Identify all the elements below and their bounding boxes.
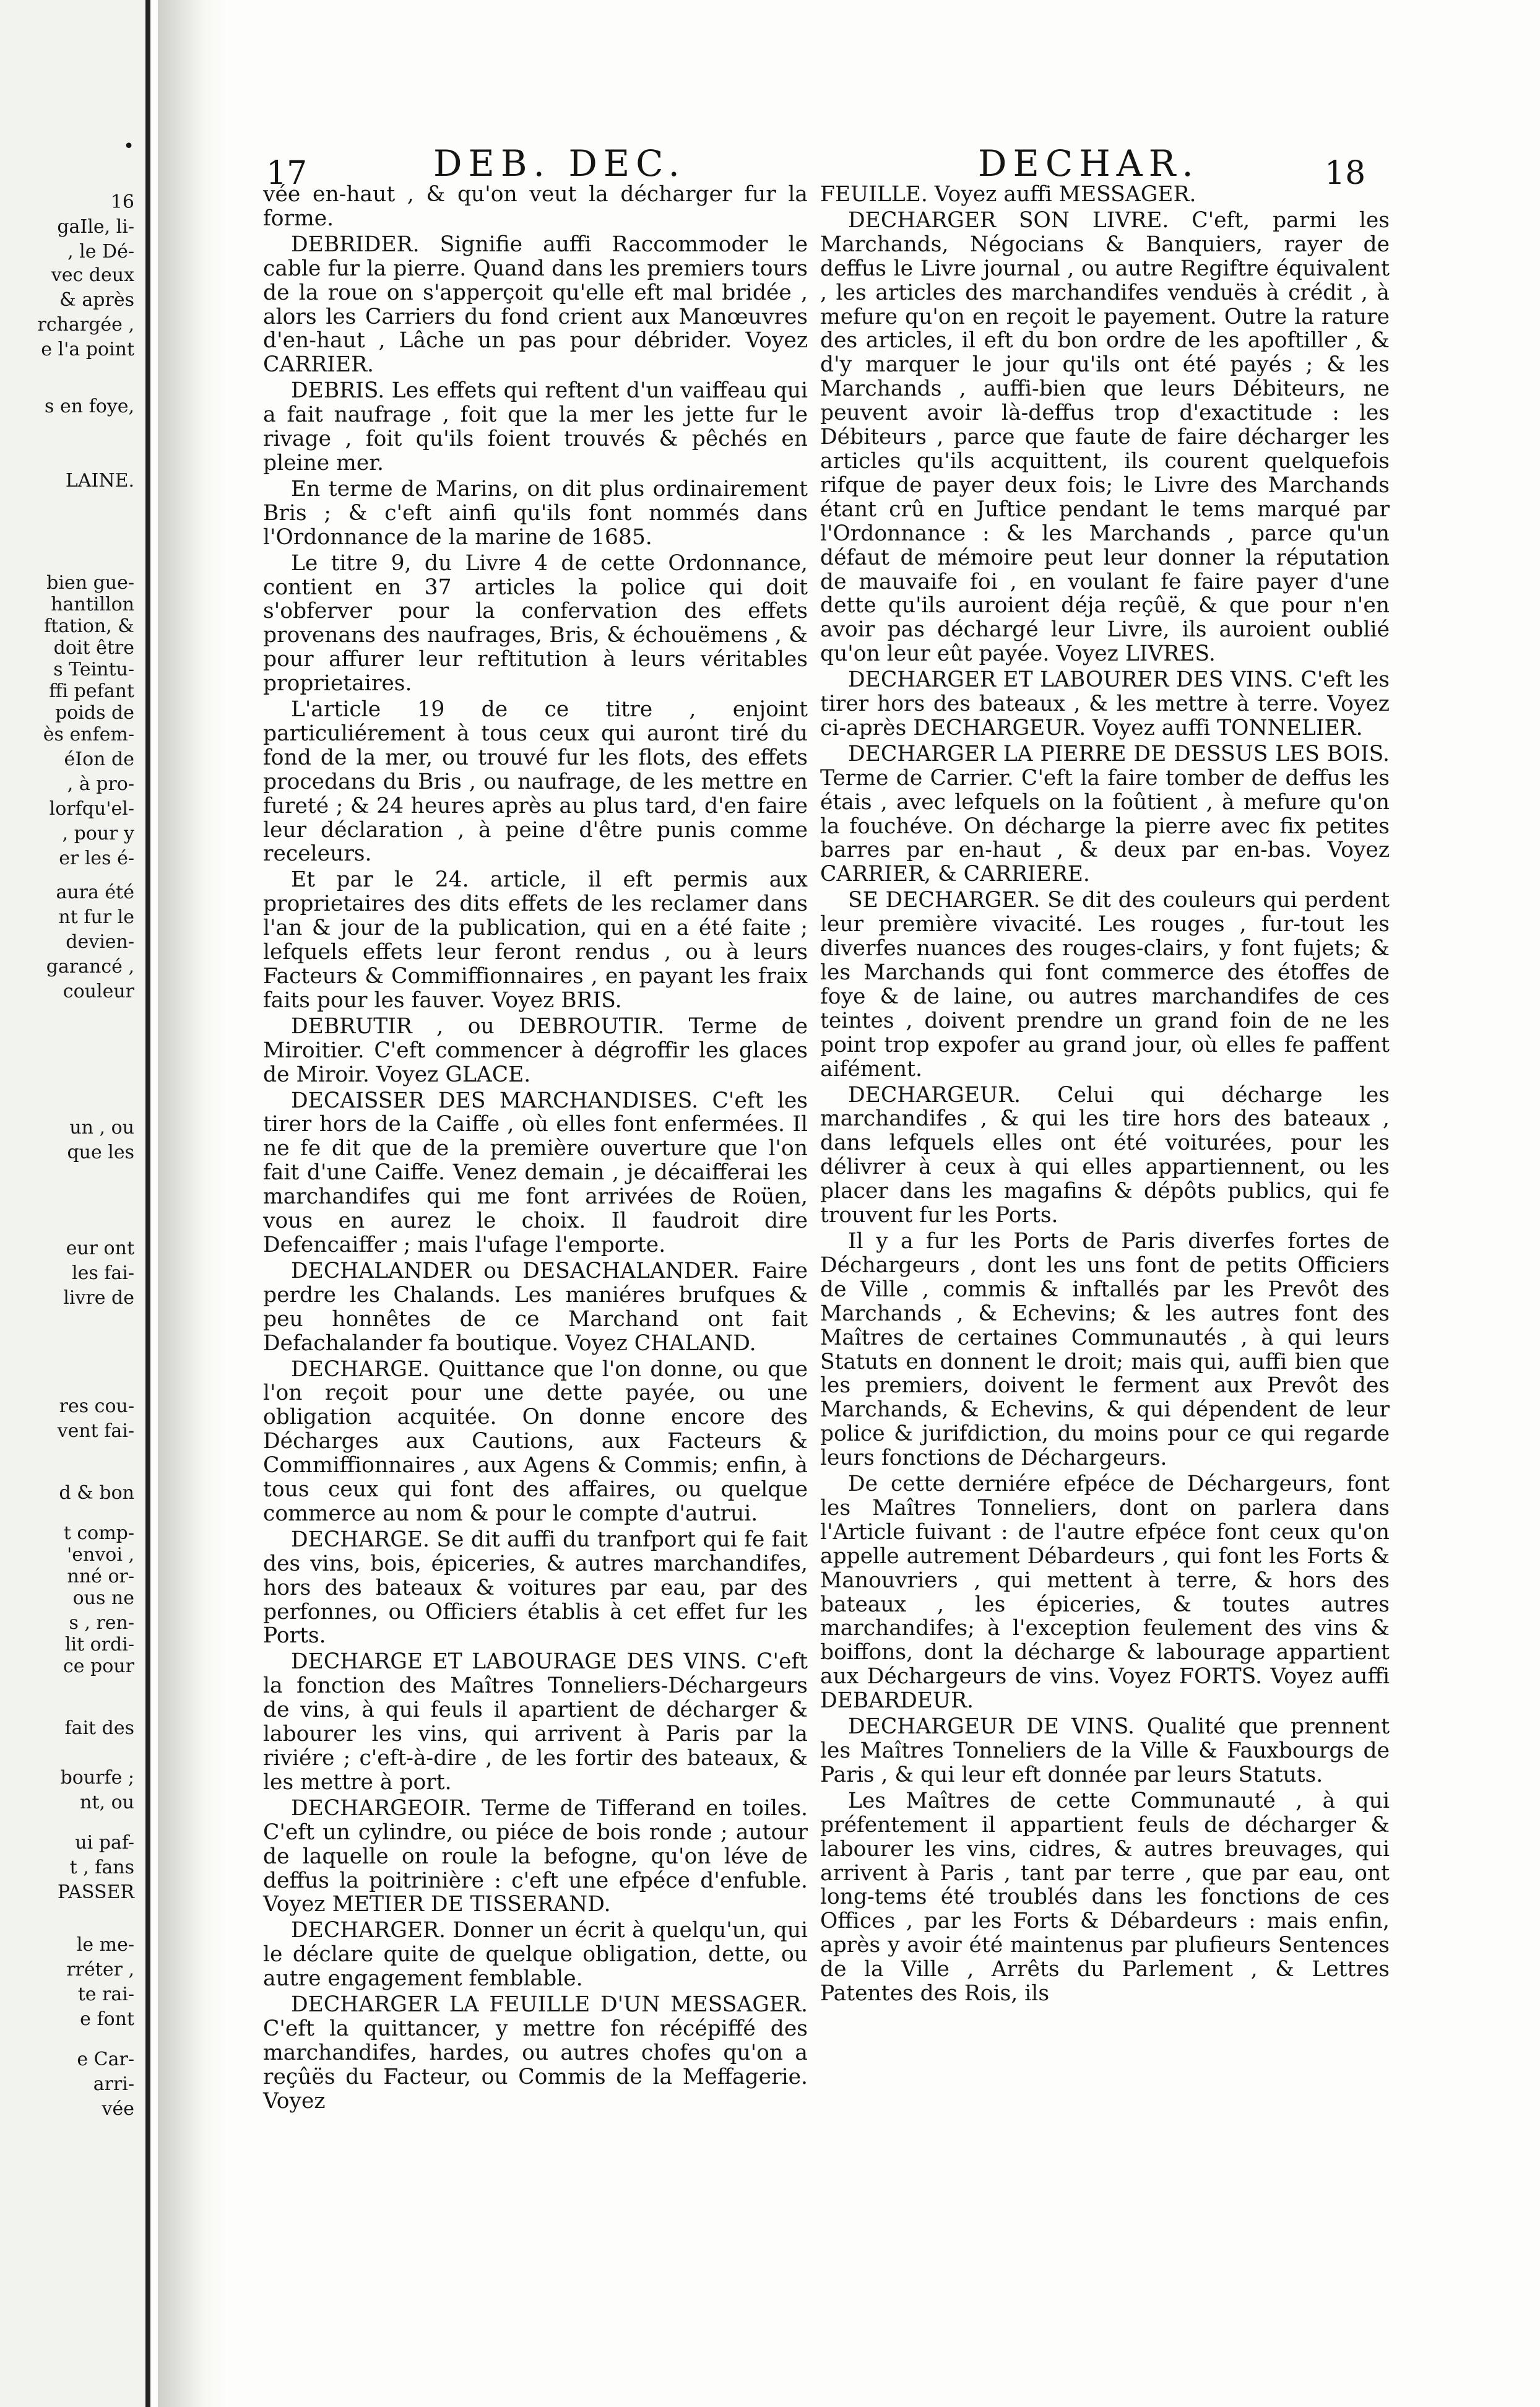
right-column-paragraph: DECHARGER LA PIERRE DE DESSUS LES BOIS. Terme de Carrier. C'eft la faire tomber de deffus les étais , avec lefquels on la foûtient , à mefure qu'on la fouchéve. On décharge la pierre avec fix petites barres par en-haut , & deux par en-bas. Voyez CARRIER, & CARRIERE. (820, 741, 1390, 887)
edge-line: vent fai- (57, 1420, 134, 1442)
edge-line: , pour y (62, 823, 134, 844)
edge-line: nt, ou (80, 1792, 134, 1813)
left-column-paragraph: DEBRIS. Les effets qui reftent d'un vaiffeau qui a fait naufrage , foit que la mer les jette fur le rivage , foit qu'ils foient trouvés & pêchés en pleine mer. (263, 378, 808, 475)
edge-line: livre de (63, 1287, 134, 1309)
edge-line: • (123, 136, 134, 157)
edge-line: 'envoi , (67, 1544, 134, 1566)
left-column-paragraph: DECHARGE. Quittance que l'on donne, ou que l'on reçoit pour une dette payée, ou une obligation acquitée. On donne encore des Décharges aux Cautions, aux Facteurs & Commiffionnaires , aux Agens & Commis; enfin, à tous ceux qui font des affaires, ou quelque commerce au nom & pour le compte d'autrui. (263, 1356, 808, 1526)
edge-line: s , ren- (69, 1612, 134, 1634)
left-page-number: 17 (266, 155, 308, 192)
edge-line: eur ont (66, 1238, 134, 1259)
edge-line: ui paf- (75, 1832, 134, 1854)
edge-line: e font (80, 2008, 134, 2030)
edge-line: ès enfem- (43, 724, 134, 745)
edge-line: arri- (93, 2073, 134, 2095)
left-column-paragraph: L'article 19 de ce titre , enjoint particuliérement à tous ceux qui auront tiré du fond de la mer, ou trouvé fur les flots, des effets procedans du Bris , ou naufrage, de les mettre en fureté ; & 24 heures après au plus tard, d'en faire leur déclaration , à peine d'être punis comme receleurs. (263, 697, 808, 867)
edge-line: doit être (53, 637, 134, 659)
left-column-paragraph: DEBRIDER. Signifie auffi Raccommoder le cable fur la pierre. Quand dans les premiers tours de la roue on s'apperçoit qu'elle eft mal bridée , alors les Carriers du fond crient aux Manœuvres d'en-haut , Lâche un pas pour débrider. Voyez CARRIER. (263, 232, 808, 378)
edge-line: 16 (110, 191, 134, 213)
edge-line: PASSER (57, 1881, 134, 1903)
right-column (820, 183, 1390, 2008)
edge-line: & après (59, 289, 134, 311)
edge-line: devien- (66, 931, 134, 953)
right-column-paragraph: FEUILLE. Voyez auffi MESSAGER. (820, 182, 1196, 207)
left-column-paragraph: Et par le 24. article, il eft permis aux proprietaires des dits effets de les reclamer dans l'an & jour de la publication, qui en a été faite ; lefquels effets leur feront rendus , ou à leurs Facteurs & Commiffionnaires , en payant les fraix faits pour les fauver. Voyez BRIS. (263, 867, 808, 1013)
left-column-paragraph: Le titre 9, du Livre 4 de cette Ordonnance, contient en 37 articles la police qui doit s'obferver pour la confervation des effets provenans des naufrages, Bris, & échouëmens , & pour affurer leur reftitution à leurs véritables proprietaires. (263, 550, 808, 696)
left-column-paragraph: DECHALANDER ou DESACHALANDER. Faire perdre les Chalands. Les maniéres brufques & peu honnêtes de ce Marchand ont fait Defachalander fa boutique. Voyez CHALAND. (263, 1258, 808, 1356)
left-column-paragraph: DECHARGE ET LABOURAGE DES VINS. C'eft la fonction des Maîtres Tonneliers-Déchargeurs de vins, à qui feuls il apartient de décharger & labourer les vins, qui arrivent à Paris par la riviére ; c'eft-à-dire , de les fortir des bateaux, & les mettre à port. (263, 1649, 808, 1795)
edge-line: LAINE. (65, 470, 134, 492)
edge-line: lit ordi- (64, 1634, 134, 1655)
previous-page-edge (0, 0, 150, 2407)
edge-line: fait des (64, 1717, 134, 1739)
left-column (263, 183, 808, 2115)
edge-line: couleur (63, 981, 134, 1002)
edge-line: poids de (55, 702, 134, 724)
right-column-paragraph: SE DECHARGER. Se dit des couleurs qui perdent leur première vivacité. Les rouges , fur-tout les diverfes nuances des rouges-clairs, y font fujets; & les Marchands qui font commerce des étoffes de foye & de laine, ou autres marchandifes de ces teintes , doivent prendre un grand foin de ne les point trop expofer au grand jour, où elles fe paffent aifément. (820, 888, 1390, 1082)
edge-line: gaIle, li- (57, 216, 134, 238)
right-column-paragraph: DECHARGEUR DE VINS. Qualité que prennent les Maîtres Tonneliers de la Ville & Fauxbourgs de Paris , & qui leur eft donnée par leurs Statuts. (820, 1714, 1390, 1787)
edge-line: hantillon (51, 594, 134, 615)
right-page-number: 18 (1325, 155, 1366, 192)
edge-line: , à pro- (67, 773, 134, 795)
edge-line: ce pour (63, 1655, 134, 1677)
edge-line: d & bon (59, 1482, 134, 1504)
left-column-paragraph: DECHARGER. Donner un écrit à quelqu'un, qui le déclare quite de quelque obligation, dette, ou autre engagement femblable. (263, 1918, 808, 1992)
edge-line: bourfe ; (60, 1767, 134, 1789)
edge-line: un , ou (69, 1117, 134, 1138)
edge-line: lorfqu'el- (49, 798, 134, 820)
edge-line: rréter , (66, 1959, 134, 1980)
edge-line: nné or- (67, 1566, 134, 1587)
left-running-head: DEB. DEC. (433, 142, 686, 184)
right-column-paragraph: DECHARGEUR. Celui qui décharge les marchandifes , & qui les tire hors des bateaux , dans lefquels elles ont été voiturées, pour les délivrer à ceux à qui elles appartiennent, ou les placer dans les magafins & dépôts publics, qui fe trouvent fur les Ports. (820, 1082, 1390, 1228)
edge-line: t comp- (63, 1522, 134, 1544)
right-column-paragraph: DECHARGER SON LIVRE. C'eft, parmi les Marchands, Négocians & Banquiers, rayer de deffus le Livre journal , ou autre Regiftre équivalent , les articles des marchandifes venduës à crédit , à mefure qu'on en reçoit le payement. Outre la rature des articles, il eft du bon ordre de les apoftiller , & d'y marquer le jour qu'ils ont été payés ; & les Marchands , auffi-bien que leurs Débiteurs, ne peuvent avoir là-deffus trop d'exactitude : les Débiteurs , parce que faute de faire décharger les articles qu'ils acquittent, ils courent quelquefois rifque de payer deux fois; le Livre des Marchands étant crû en Juftice pendant le tems marqué par l'Ordonnance : & les Marchands , parce qu'un défaut de mémoire peut leur donner la réputation de mauvaife foi , en voulant fe faire payer d'une dette qu'ils auroient déja reçûë, & que pour n'en avoir pas déchargé leur Livre, ils auroient oublié qu'on leur eût payée. Voyez LIVRES. (820, 207, 1390, 667)
edge-line: rchargée , (37, 314, 134, 336)
right-running-head: DECHAR. (978, 142, 1200, 184)
left-column-paragraph: DECAISSER DES MARCHANDISES. C'eft les tirer hors de la Caiffe , où elles font enfermées. Il ne fe dit que de la première ouverture que l'on fait d'une Caiffe. Venez demain , je décaifferai les marchandifes qui me font arrivées de Roüen, vous en aurez le choix. Il faudroit dire Defencaiffer ; mais l'ufage l'emporte. (263, 1088, 808, 1257)
left-column-paragraph: En terme de Marins, on dit plus ordinairement Bris ; & c'eft ainfi qu'ils font nommés dans l'Ordonnance de la marine de 1685. (263, 476, 808, 550)
left-column-paragraph: DEBRUTIR , ou DEBROUTIR. Terme de Miroitier. C'eft commencer à dégroffir les glaces de Miroir. Voyez GLACE. (263, 1013, 808, 1087)
edge-line: nt fur le (58, 906, 134, 928)
edge-line: , le Dé- (67, 241, 134, 262)
edge-line: e Car- (77, 2049, 134, 2070)
left-column-paragraph: DECHARGER LA FEUILLE D'UN MESSAGER. C'eft la quittancer, y mettre fon récépiffé des marchandifes, hardes, ou autres chofes qu'on a reçûës du Facteur, ou Commis de la Meffagerie. Voyez (263, 1992, 808, 2114)
right-column-paragraph: Il y a fur les Ports de Paris diverfes fortes de Déchargeurs , dont les uns font de petits Officiers de Ville , commis & inftallés par les Prevôt des Marchands , & Echevins; & les autres font des Maîtres de certaines Communautés , à qui leurs Statuts en donnent le droit; mais qui, auffi bien que les premiers, doivent le ferment aux Prevôt des Marchands, & Echevins, & qui dépendent de leur police & jurifdiction, du moins pour ce qui regarde leurs fonctions de Déchargeurs. (820, 1228, 1390, 1471)
right-column-paragraph: DECHARGER ET LABOURER DES VINS. C'eft les tirer hors des bateaux , & les mettre à terre. Voyez ci-après DECHARGEUR. Voyez auffi TONNELIER. (820, 667, 1390, 740)
book-gutter (158, 0, 226, 2407)
edge-line: vée (102, 2098, 134, 2120)
edge-line: garancé , (46, 956, 134, 978)
left-column-paragraph: DECHARGEOIR. Terme de Tifferand en toiles. C'eft un cylindre, ou piéce de bois ronde ; autour de laquelle on roule la befogne, qu'on léve de deffus la poitrinière : c'eft une efpéce d'enfuble. Voyez METIER DE TISSERAND. (263, 1795, 808, 1917)
edge-line: éIon de (64, 748, 134, 770)
edge-line: le me- (76, 1934, 134, 1956)
left-column-paragraph: DECHARGE. Se dit auffi du tranfport qui fe fait des vins, bois, épiceries, & autres marchandifes, hors des bateaux & voitures par eau, par des perfonnes, ou Officiers établis à cet effet fur les Ports. (263, 1527, 808, 1649)
edge-line: e l'a point (41, 339, 134, 360)
edge-line: res cou- (59, 1395, 134, 1417)
edge-line: ftation, & (44, 615, 134, 637)
edge-line: t , fans (69, 1857, 134, 1878)
edge-line: er les é- (59, 848, 134, 869)
edge-line: s Teintu- (53, 659, 134, 680)
right-column-paragraph: De cette derniére efpéce de Déchargeurs, font les Maîtres Tonneliers, dont on parlera dans l'Article fuivant : de l'autre efpéce font ceux qu'on appelle autrement Débardeurs , qui font les Forts & Manouvriers , qui mettent à terre, & hors des bateaux , les épiceries, & toutes autres marchandifes; à l'exception feulement des vins & boiffons, dont la décharge & labourage appartient aux Déchargeurs de vins. Voyez FORTS. Voyez auffi DEBARDEUR. (820, 1472, 1390, 1714)
edge-line: vec deux (51, 264, 134, 286)
edge-line: s en foye, (45, 396, 134, 417)
right-column-paragraph: Les Maîtres de cette Communauté , à qui préfentement il appartient feuls de décharger & labourer les vins, cidres, & autres breuvages, qui arrivent à Paris , tant par terre , que par eau, ont long-tems été troublés dans les fonctions de ces Offices , par les Forts & Débardeurs : mais enfin, après y avoir été maintenus par plufieurs Sentences de la Ville , Arrêts du Parlement , & Lettres Patentes des Rois, ils (820, 1788, 1390, 2006)
edge-line: bien gue- (46, 572, 134, 594)
edge-line: ous ne (72, 1587, 134, 1609)
edge-line: te rai- (77, 1984, 134, 2005)
left-column-paragraph: vée en-haut , & qu'on veut la décharger fur la forme. (263, 182, 808, 231)
edge-line: les fai- (71, 1262, 134, 1284)
edge-line: aura été (56, 882, 134, 903)
edge-line: ffi pefant (49, 680, 134, 702)
edge-line: que les (67, 1142, 134, 1163)
